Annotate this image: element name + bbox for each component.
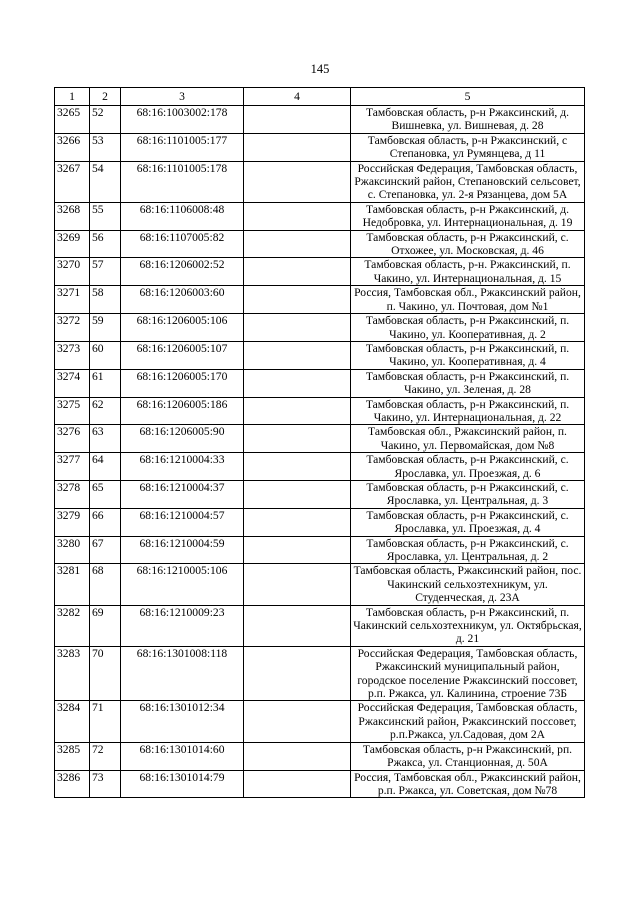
empty-column-cell bbox=[244, 397, 351, 425]
sub-number-cell: 64 bbox=[90, 453, 121, 481]
row-number-cell: 3277 bbox=[55, 453, 90, 481]
header-cell-3: 3 bbox=[121, 88, 244, 106]
cadastral-number-cell: 68:16:1206003:60 bbox=[121, 286, 244, 314]
table-row bbox=[55, 453, 585, 481]
address-cell: Россия, Тамбовская обл., Ржаксинский район, р.п. Ржакса, ул. Советская, дом №78 bbox=[351, 770, 585, 798]
row-number-cell: 3269 bbox=[55, 230, 90, 258]
address-cell: Тамбовская область, р-н Ржаксинский, п. Чакино, ул. Кооперативная, д. 4 bbox=[351, 341, 585, 369]
empty-column-cell bbox=[244, 106, 351, 134]
sub-number-cell: 69 bbox=[90, 605, 121, 646]
address-cell: Российская Федерация, Тамбовская область, Ржаксинский район, Степановский сельсовет, с. Степановка, ул. 2-я Рязанцева, дом 5А bbox=[351, 161, 585, 202]
cadastral-number-cell: 68:16:1210004:59 bbox=[121, 536, 244, 564]
empty-column-cell bbox=[244, 480, 351, 508]
address-cell: Тамбовская область, р-н Ржаксинский, с. Ярославка, ул. Проезжая, д. 6 bbox=[351, 453, 585, 481]
cadastral-number-cell: 68:16:1206005:106 bbox=[121, 314, 244, 342]
empty-column-cell bbox=[244, 536, 351, 564]
sub-number-cell: 60 bbox=[90, 341, 121, 369]
empty-column-cell bbox=[244, 133, 351, 161]
sub-number-cell: 67 bbox=[90, 536, 121, 564]
empty-column-cell bbox=[244, 161, 351, 202]
address-cell: Тамбовская область, р-н Ржаксинский, д. Недобровка, ул. Интернациональная, д. 19 bbox=[351, 202, 585, 230]
address-cell: Российская Федерация, Тамбовская область, Ржаксинский район, Ржаксинский поссовет, р.п.Ржакса, ул.Садовая, дом 2А bbox=[351, 701, 585, 742]
table-row bbox=[55, 770, 585, 798]
address-cell: Тамбовская область, р-н Ржаксинский, с Степановка, ул Румянцева, д 11 bbox=[351, 133, 585, 161]
header-cell-1: 1 bbox=[55, 88, 90, 106]
address-cell: Тамбовская область, р-н Ржаксинский, с. Отхожее, ул. Московская, д. 46 bbox=[351, 230, 585, 258]
table-row bbox=[55, 480, 585, 508]
address-cell: Тамбовская область, Ржаксинский район, пос. Чакинский сельхозтехникум, ул. Студенческая, д. 23А bbox=[351, 564, 585, 605]
row-number-cell: 3270 bbox=[55, 258, 90, 286]
empty-column-cell bbox=[244, 701, 351, 742]
cadastral-number-cell: 68:16:1206005:107 bbox=[121, 341, 244, 369]
sub-number-cell: 52 bbox=[90, 106, 121, 134]
header-cell-2: 2 bbox=[90, 88, 121, 106]
address-cell: Тамбовская область, р-н Ржаксинский, п. Чакинский сельхозтехникум, ул. Октябрьская, д. 21 bbox=[351, 605, 585, 646]
sub-number-cell: 61 bbox=[90, 369, 121, 397]
cadastral-number-cell: 68:16:1101005:177 bbox=[121, 133, 244, 161]
address-cell: Россия, Тамбовская обл., Ржаксинский район, п. Чакино, ул. Почтовая, дом №1 bbox=[351, 286, 585, 314]
row-number-cell: 3274 bbox=[55, 369, 90, 397]
table-row bbox=[55, 397, 585, 425]
table-row bbox=[55, 508, 585, 536]
row-number-cell: 3265 bbox=[55, 106, 90, 134]
empty-column-cell bbox=[244, 508, 351, 536]
cadastral-number-cell: 68:16:1206005:170 bbox=[121, 369, 244, 397]
table-row bbox=[55, 341, 585, 369]
address-cell: Тамбовская область, р-н Ржаксинский, рп. Ржакса, ул. Станционная, д. 50А bbox=[351, 742, 585, 770]
cadastral-number-cell: 68:16:1107005:82 bbox=[121, 230, 244, 258]
row-number-cell: 3282 bbox=[55, 605, 90, 646]
empty-column-cell bbox=[244, 646, 351, 701]
table-row bbox=[55, 286, 585, 314]
empty-column-cell bbox=[244, 425, 351, 453]
cadastral-number-cell: 68:16:1206002:52 bbox=[121, 258, 244, 286]
address-cell: Тамбовская область, р-н Ржаксинский, с. Ярославка, ул. Проезжая, д. 4 bbox=[351, 508, 585, 536]
header-cell-4: 4 bbox=[244, 88, 351, 106]
row-number-cell: 3271 bbox=[55, 286, 90, 314]
cadastral-number-cell: 68:16:1210004:33 bbox=[121, 453, 244, 481]
sub-number-cell: 57 bbox=[90, 258, 121, 286]
table-row bbox=[55, 106, 585, 134]
address-cell: Российская Федерация, Тамбовская область, Ржаксинский муниципальный район, городское поселение Ржаксинский поссовет, р.п. Ржакса, ул. Калинина, строение 73Б bbox=[351, 646, 585, 701]
cadastral-number-cell: 68:16:1210009:23 bbox=[121, 605, 244, 646]
row-number-cell: 3283 bbox=[55, 646, 90, 701]
cadastral-number-cell: 68:16:1206005:186 bbox=[121, 397, 244, 425]
row-number-cell: 3267 bbox=[55, 161, 90, 202]
table-row bbox=[55, 258, 585, 286]
address-cell: Тамбовская область, р-н Ржаксинский, д. Вишневка, ул. Вишневая, д. 28 bbox=[351, 106, 585, 134]
row-number-cell: 3278 bbox=[55, 480, 90, 508]
sub-number-cell: 55 bbox=[90, 202, 121, 230]
table-row bbox=[55, 161, 585, 202]
empty-column-cell bbox=[244, 453, 351, 481]
sub-number-cell: 65 bbox=[90, 480, 121, 508]
address-cell: Тамбовская область, р-н Ржаксинский, с. Ярославка, ул. Центральная, д. 3 bbox=[351, 480, 585, 508]
empty-column-cell bbox=[244, 314, 351, 342]
address-cell: Тамбовская область, р-н. Ржаксинский, п. Чакино, ул. Интернациональная, д. 15 bbox=[351, 258, 585, 286]
row-number-cell: 3285 bbox=[55, 742, 90, 770]
cadastral-number-cell: 68:16:1301014:79 bbox=[121, 770, 244, 798]
cadastral-number-cell: 68:16:1101005:178 bbox=[121, 161, 244, 202]
table-row bbox=[55, 425, 585, 453]
cadastral-number-cell: 68:16:1210005:106 bbox=[121, 564, 244, 605]
address-cell: Тамбовская область, р-н Ржаксинский, п. Чакино, ул. Интернациональная, д. 22 bbox=[351, 397, 585, 425]
sub-number-cell: 62 bbox=[90, 397, 121, 425]
empty-column-cell bbox=[244, 230, 351, 258]
page-number: 145 bbox=[310, 62, 330, 76]
table-row bbox=[55, 605, 585, 646]
empty-column-cell bbox=[244, 202, 351, 230]
table-row bbox=[55, 369, 585, 397]
row-number-cell: 3286 bbox=[55, 770, 90, 798]
row-number-cell: 3284 bbox=[55, 701, 90, 742]
empty-column-cell bbox=[244, 605, 351, 646]
cadastral-number-cell: 68:16:1206005:90 bbox=[121, 425, 244, 453]
row-number-cell: 3276 bbox=[55, 425, 90, 453]
cadastral-number-cell: 68:16:1003002:178 bbox=[121, 106, 244, 134]
address-cell: Тамбовская область, р-н Ржаксинский, с. Ярославка, ул. Центральная, д. 2 bbox=[351, 536, 585, 564]
sub-number-cell: 73 bbox=[90, 770, 121, 798]
sub-number-cell: 59 bbox=[90, 314, 121, 342]
empty-column-cell bbox=[244, 742, 351, 770]
sub-number-cell: 63 bbox=[90, 425, 121, 453]
sub-number-cell: 70 bbox=[90, 646, 121, 701]
table-row bbox=[55, 230, 585, 258]
table-row bbox=[55, 202, 585, 230]
empty-column-cell bbox=[244, 341, 351, 369]
sub-number-cell: 54 bbox=[90, 161, 121, 202]
address-cell: Тамбовская область, р-н Ржаксинский, п. Чакино, ул. Кооперативная, д. 2 bbox=[351, 314, 585, 342]
row-number-cell: 3266 bbox=[55, 133, 90, 161]
table-header-row bbox=[55, 88, 585, 106]
sub-number-cell: 58 bbox=[90, 286, 121, 314]
cadastral-number-cell: 68:16:1301014:60 bbox=[121, 742, 244, 770]
row-number-cell: 3268 bbox=[55, 202, 90, 230]
empty-column-cell bbox=[244, 369, 351, 397]
row-number-cell: 3272 bbox=[55, 314, 90, 342]
sub-number-cell: 72 bbox=[90, 742, 121, 770]
row-number-cell: 3281 bbox=[55, 564, 90, 605]
sub-number-cell: 56 bbox=[90, 230, 121, 258]
table-row bbox=[55, 742, 585, 770]
empty-column-cell bbox=[244, 286, 351, 314]
table-row bbox=[55, 133, 585, 161]
sub-number-cell: 68 bbox=[90, 564, 121, 605]
table-row bbox=[55, 701, 585, 742]
header-cell-5: 5 bbox=[351, 88, 585, 106]
empty-column-cell bbox=[244, 564, 351, 605]
table-row bbox=[55, 314, 585, 342]
sub-number-cell: 71 bbox=[90, 701, 121, 742]
table-row bbox=[55, 564, 585, 605]
row-number-cell: 3280 bbox=[55, 536, 90, 564]
row-number-cell: 3279 bbox=[55, 508, 90, 536]
table-row bbox=[55, 536, 585, 564]
table-row bbox=[55, 646, 585, 701]
row-number-cell: 3275 bbox=[55, 397, 90, 425]
empty-column-cell bbox=[244, 258, 351, 286]
sub-number-cell: 66 bbox=[90, 508, 121, 536]
address-cell: Тамбовская обл., Ржаксинский район, п. Чакино, ул. Первомайская, дом №8 bbox=[351, 425, 585, 453]
table-body bbox=[55, 106, 585, 798]
empty-column-cell bbox=[244, 770, 351, 798]
cadastral-number-cell: 68:16:1301012:34 bbox=[121, 701, 244, 742]
cadastral-number-cell: 68:16:1301008:118 bbox=[121, 646, 244, 701]
register-table bbox=[54, 87, 585, 798]
cadastral-number-cell: 68:16:1210004:37 bbox=[121, 480, 244, 508]
address-cell: Тамбовская область, р-н Ржаксинский, п. Чакино, ул. Зеленая, д. 28 bbox=[351, 369, 585, 397]
sub-number-cell: 53 bbox=[90, 133, 121, 161]
row-number-cell: 3273 bbox=[55, 341, 90, 369]
cadastral-number-cell: 68:16:1210004:57 bbox=[121, 508, 244, 536]
cadastral-number-cell: 68:16:1106008:48 bbox=[121, 202, 244, 230]
